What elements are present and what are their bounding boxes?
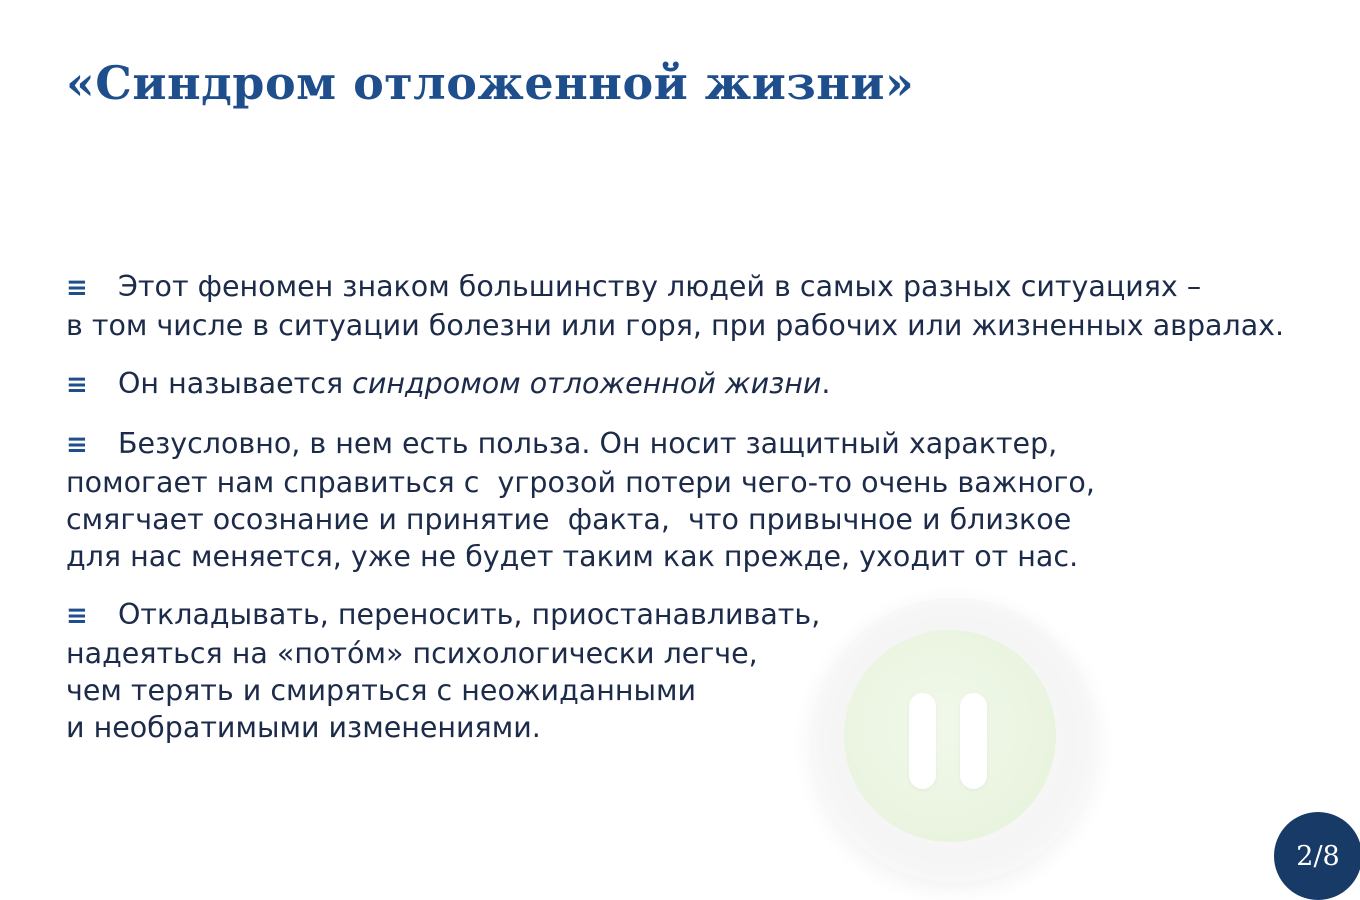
- paragraph-2-text: Он называется: [118, 367, 353, 400]
- paragraph-3-line-1: Безусловно, в нем есть польза. Он носит защитный характер,: [118, 427, 1058, 460]
- paragraph-1-line-1: Этот феномен знаком большинству людей в самых разных ситуациях –: [118, 270, 1202, 303]
- paragraph-4-line-1: Откладывать, переносить, приостанавливать,: [118, 598, 821, 631]
- pause-icon-inner-circle: [844, 630, 1056, 842]
- paragraph-4-line-4: и необратимыми изменениями.: [66, 711, 541, 744]
- page-indicator-badge: [1274, 812, 1360, 900]
- paragraph-4: [66, 596, 1296, 746]
- pause-icon-left-bar: [909, 693, 936, 789]
- paragraph-1: [66, 268, 1296, 344]
- paragraph-3-line-2: помогает нам справиться с угрозой потери чего-то очень важного,: [66, 466, 1095, 499]
- paragraph-3-line-4: для нас меняется, уже не будет таким как прежде, уходит от нас.: [66, 540, 1079, 573]
- bullet-icon: ≡: [66, 370, 88, 400]
- page-indicator-text: 2/8: [1296, 840, 1340, 872]
- bullet-icon: ≡: [66, 273, 88, 303]
- slide-title: «Синдром отложенной жизни»: [66, 56, 915, 110]
- paragraph-3: [66, 425, 1296, 575]
- paragraph-2-end: .: [821, 367, 831, 400]
- paragraph-3-line-3: смягчает осознание и принятие факта, что привычное и близкое: [66, 503, 1072, 536]
- paragraph-4-line-3: чем терять и смиряться с неожиданными: [66, 674, 697, 707]
- bullet-icon: ≡: [66, 430, 88, 460]
- slide-body: [66, 268, 1296, 767]
- paragraph-2-italic-term: синдромом отложенной жизни: [352, 367, 822, 400]
- paragraph-1-line-2: в том числе в ситуации болезни или горя, при рабочих или жизненных авралах.: [66, 309, 1285, 342]
- paragraph-2: [66, 365, 1296, 404]
- paragraph-4-line-2: надеяться на «потóм» психологически легче,: [66, 637, 758, 670]
- bullet-icon: ≡: [66, 601, 88, 631]
- pause-icon: [812, 598, 1096, 882]
- pause-icon-right-bar: [960, 693, 987, 789]
